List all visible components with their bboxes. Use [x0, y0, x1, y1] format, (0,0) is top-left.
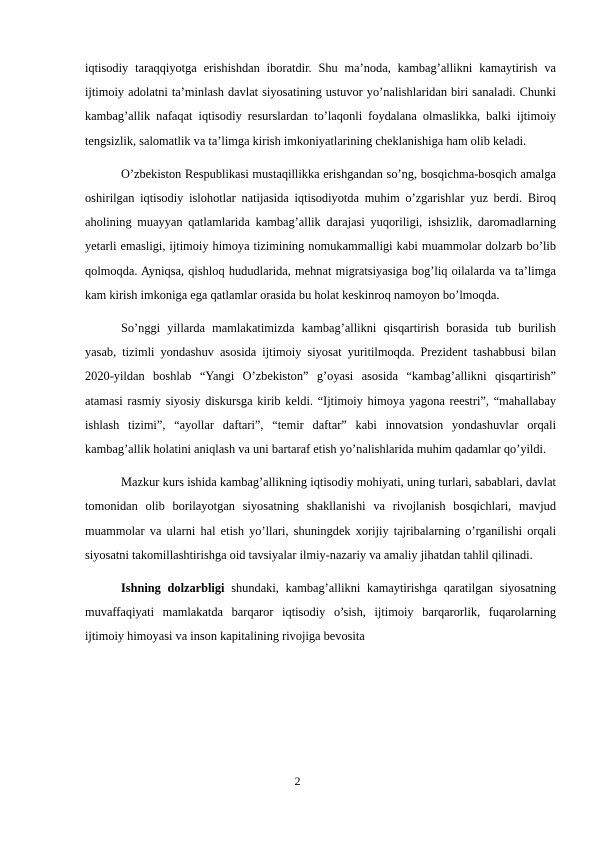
- document-page: [85, 56, 556, 658]
- paragraph-5: [85, 576, 556, 649]
- relevance-text: shundaki, kambag’allikni kamaytirishga qaratilgan siyosatning muvaffaqiyati mamlakatda barqaror iqtisodiy o’sish, ijtimoiy barqarorlik, fuqarolarning ijtimoiy himoyasi va inson kapitalining rivojiga bevosita: [85, 581, 557, 644]
- paragraph-1: iqtisodiy taraqqiyotga erishishdan iboratdir. Shu ma’noda, kambag’allikni kamaytirish va ijtimoiy adolatni ta’minlash davlat siyosatining ustuvor yo’nalishlaridan biri sanaladi. Chunki kambag’allik nafaqat iqtisodiy resurslardan to’laqonli foydalana olmaslikka, balki ijtimoiy tengsizlik, salomatlik va ta’limga kirish imkoniyatlarining cheklanishiga ham olib keladi.: [85, 61, 556, 148]
- paragraph-4: Mazkur kurs ishida kambag’allikning iqtisodiy mohiyati, uning turlari, sabablari, davlat tomonidan olib borilayotgan siyosatning shakllanishi va rivojlanish bosqichlari, mavjud muammolar va ularni hal etish yo’llari, shuningdek xorijiy tajribalarning o’rganilishi orqali siyosatni takomillashtirishga oid tavsiyalar ilmiy-nazariy va amaliy jihatdan tahlil qilinadi.: [85, 475, 556, 562]
- page-number: 2: [294, 774, 301, 788]
- relevance-heading: Ishning dolzarbligi: [121, 581, 225, 596]
- paragraph-3: So’nggi yillarda mamlakatimizda kambag’allikni qisqartirish borasida tub burilish yasab, tizimli yondashuv asosida ijtimoiy siyosat yuritilmoqda. Prezident tashabbusi bilan 2020-yildan boshlab “Yangi O’zbekiston” g’oyasi asosida “kambag’allikni qisqartirish” atamasi rasmiy siyosiy diskursga kirib keldi. “Ijtimoiy himoya yagona reestri”, “mahallabay ishlash tizimi”, “ayollar daftari”, “temir daftar” kabi innovatsion yondashuvlar orqali kambag’allik holatini aniqlash va uni bartaraf etish yo’nalishlarida muhim qadamlar qo’yildi.: [85, 321, 556, 457]
- paragraph-2: O’zbekiston Respublikasi mustaqillikka erishgandan so’ng, bosqichma-bosqich amalga oshirilgan iqtisodiy islohotlar natijasida iqtisodiyotda muhim o’zgarishlar yuz berdi. Biroq aholining muayyan qatlamlarida kambag’allik darajasi yuqoriligi, ishsizlik, daromadlarning yetarli emasligi, ijtimoiy himoya tizimining nomukammalligi kabi muammolar dolzarb bo’lib qolmoqda. Ayniqsa, qishloq hududlarida, mehnat migratsiyasiga bog’liq oilalarda va ta’limga kam kirish imkoniga ega qatlamlar orasida bu holat keskinroq namoyon bo’lmoqda.: [85, 166, 556, 302]
